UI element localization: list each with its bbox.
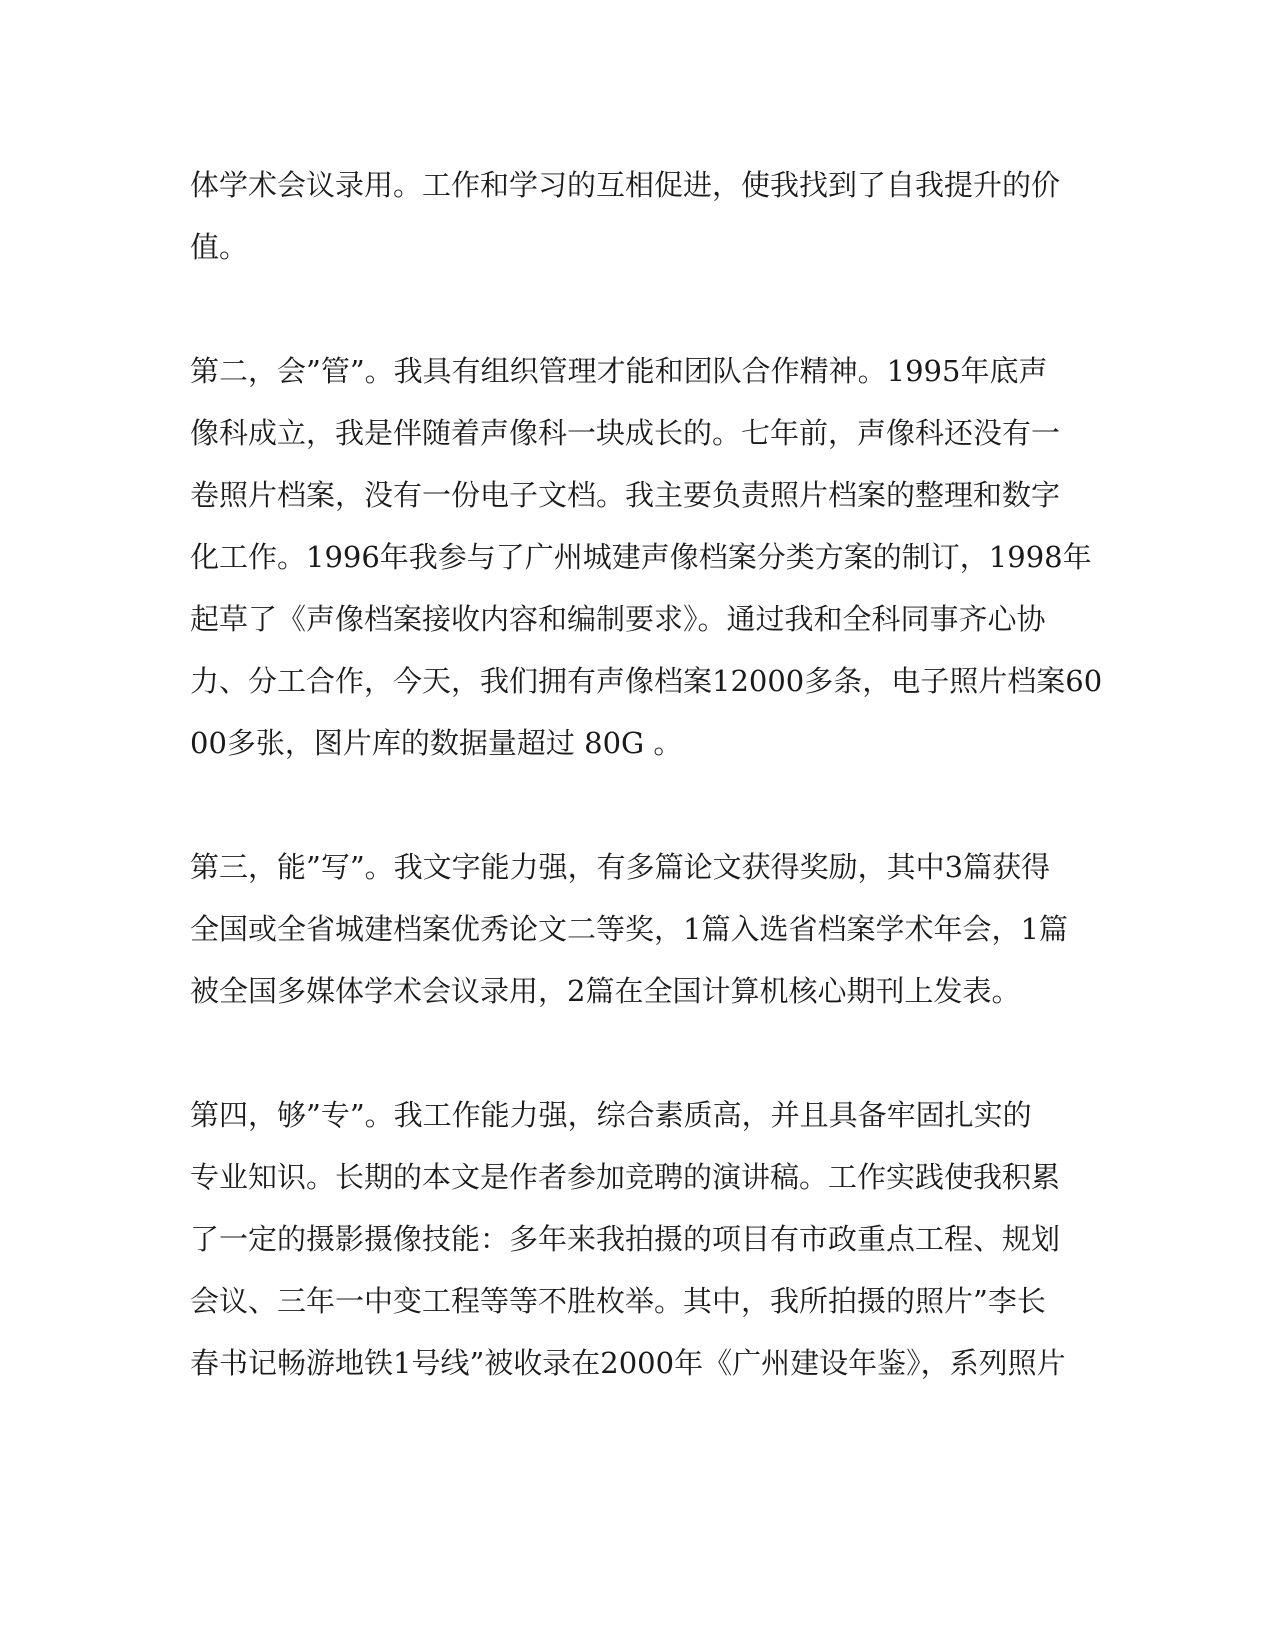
paragraph-4-line-4: 会议、三年一中变工程等等不胜枚举。其中，我所拍摄的照片”李长 bbox=[190, 1284, 1046, 1318]
paragraph-2-line-1: 第二，会”管”。我具有组织管理才能和团队合作精神。1995年底声 bbox=[190, 354, 1048, 388]
paragraph-4-line-1: 第四，够”专”。我工作能力强，综合素质高，并且具备牢固扎实的 bbox=[190, 1098, 1032, 1132]
paragraph-3-line-2: 全国或全省城建档案优秀论文二等奖，1篇入选省档案学术年会，1篇 bbox=[190, 912, 1068, 946]
paragraph-2-line-3: 卷照片档案，没有一份电子文档。我主要负责照片档案的整理和数字 bbox=[190, 478, 1061, 512]
paragraph-4-line-3: 了一定的摄影摄像技能：多年来我拍摄的项目有市政重点工程、规划 bbox=[190, 1222, 1061, 1256]
paragraph-1-line-1: 体学术会议录用。工作和学习的互相促进，使我找到了自我提升的价 bbox=[190, 168, 1061, 202]
paragraph-4-line-2: 专业知识。长期的本文是作者参加竞聘的演讲稿。工作实践使我积累 bbox=[190, 1160, 1061, 1194]
paragraph-2-line-6: 力、分工合作，今天，我们拥有声像档案12000多条，电子照片档案60 bbox=[190, 664, 1103, 698]
paragraph-2-line-4: 化工作。1996年我参与了广州城建声像档案分类方案的制订，1998年 bbox=[190, 540, 1092, 574]
paragraph-3-line-1: 第三，能”写”。我文字能力强，有多篇论文获得奖励，其中3篇获得 bbox=[190, 850, 1051, 884]
paragraph-1-line-2: 值。 bbox=[190, 230, 249, 264]
paragraph-2-line-7: 00多张，图片库的数据量超过 80G 。 bbox=[190, 726, 683, 760]
paragraph-2-line-2: 像科成立，我是伴随着声像科一块成长的。七年前，声像科还没有一 bbox=[190, 416, 1061, 450]
paragraph-4-line-5: 春书记畅游地铁1号线”被收录在2000年《广州建设年鉴》，系列照片 bbox=[190, 1346, 1066, 1380]
paragraph-2-line-5: 起草了《声像档案接收内容和编制要求》。通过我和全科同事齐心协 bbox=[190, 602, 1046, 636]
paragraph-3-line-3: 被全国多媒体学术会议录用，2篇在全国计算机核心期刊上发表。 bbox=[190, 974, 1021, 1008]
